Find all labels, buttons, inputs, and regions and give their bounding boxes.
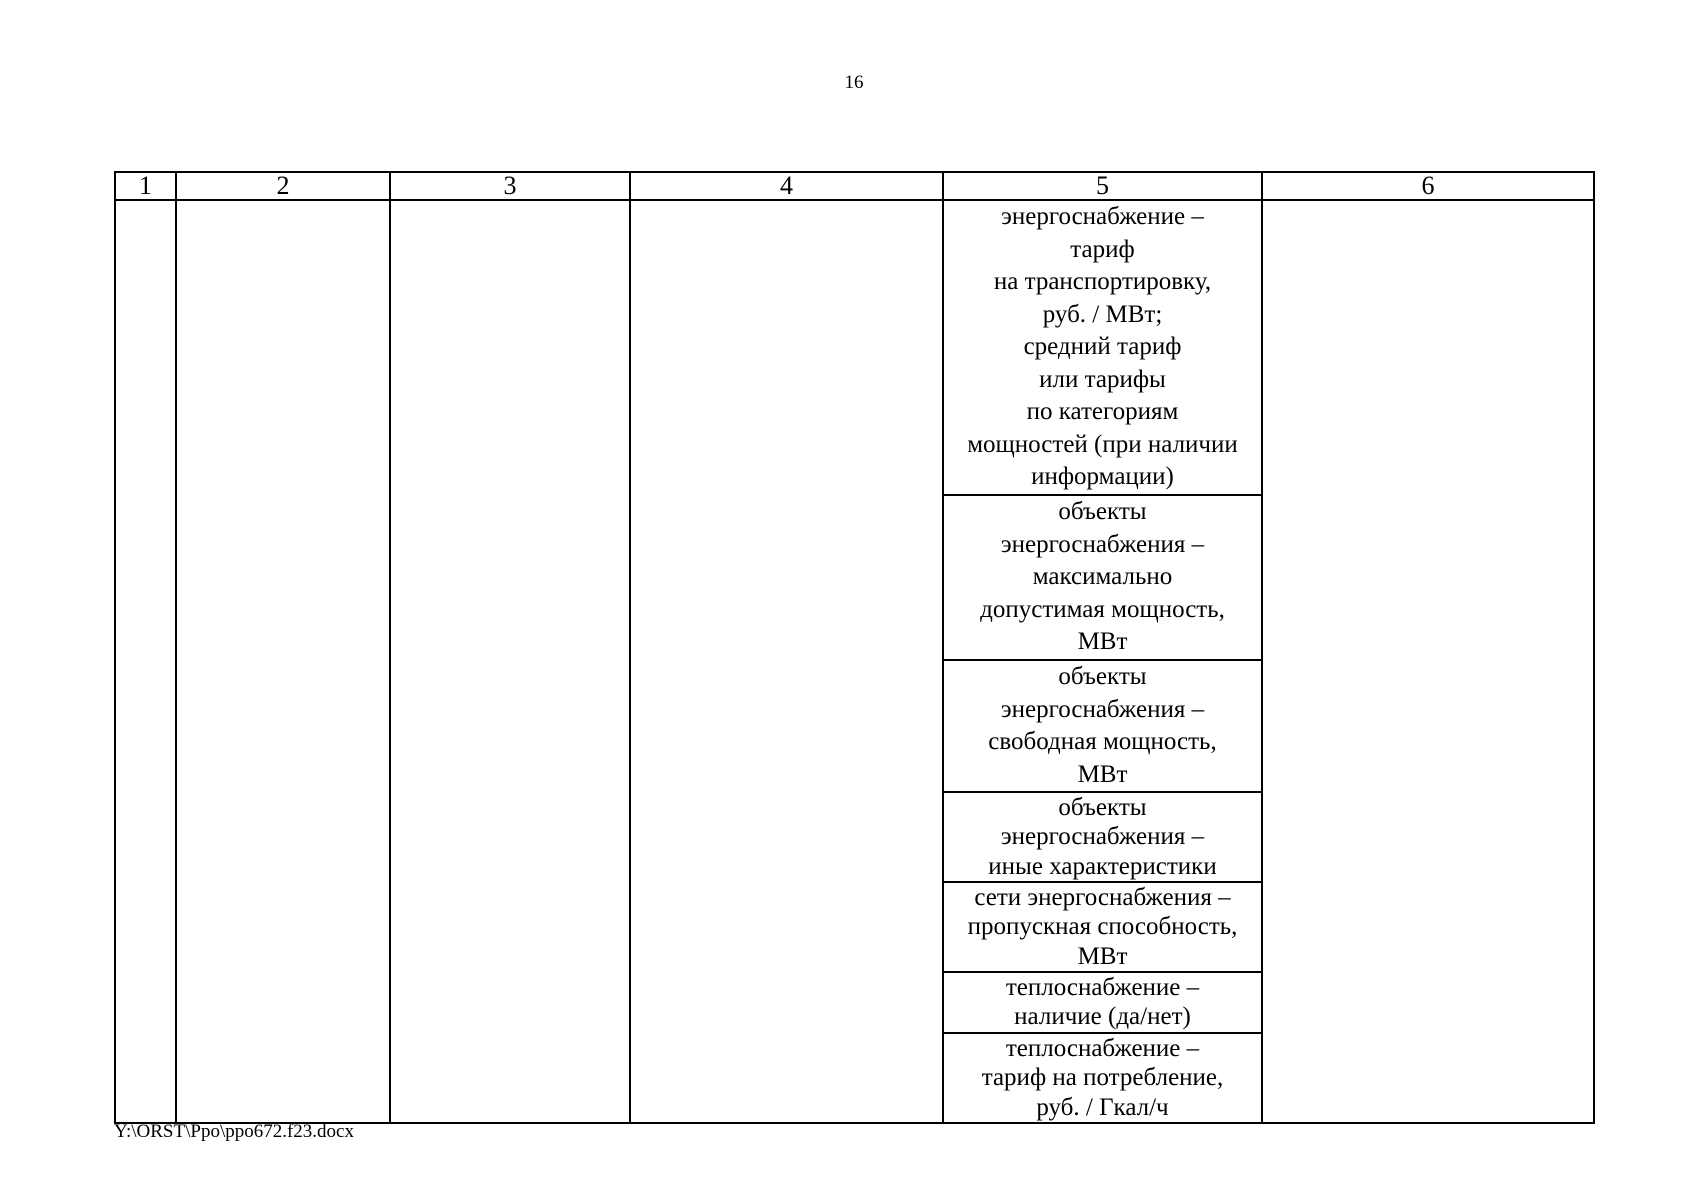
col5-subcell (944, 972, 1261, 1033)
table-cell-col1 (115, 200, 176, 1123)
col5-subcell (944, 660, 1261, 792)
col5-subcell (944, 495, 1261, 660)
col5-subtable (944, 201, 1261, 1122)
table-row (115, 200, 1594, 1123)
footer-file-path: Y:\ORST\Ppo\ppo672.f23.docx (114, 1121, 354, 1142)
column-header: 6 (1262, 172, 1594, 200)
col5-subcell-text: теплоснабжение – наличие (да/нет) (1005, 974, 1200, 1031)
col5-subcell-text: объекты энергоснабжения – свободная мощность, МВт (988, 663, 1217, 788)
col5-subcell-text: теплоснабжение – тариф на потребление, руб. / Гкал/ч (981, 1035, 1224, 1121)
column-header: 5 (943, 172, 1262, 200)
table-header-row (115, 172, 1594, 200)
column-header: 3 (390, 172, 630, 200)
col5-subcell (944, 792, 1261, 882)
column-header: 2 (176, 172, 390, 200)
col5-subcell-text: объекты энергоснабжения – иные характеристики (988, 794, 1217, 880)
table-cell-col6 (1262, 200, 1594, 1123)
table-cell-col3 (390, 200, 630, 1123)
col5-subcell (944, 1033, 1261, 1122)
document-table (114, 171, 1595, 1124)
page-number: 16 (844, 72, 864, 93)
column-header: 4 (630, 172, 943, 200)
col5-subcell (944, 201, 1261, 495)
col5-subcell-text: сети энергоснабжения – пропускная способность, МВт (967, 884, 1238, 970)
table-cell-col2 (176, 200, 390, 1123)
column-header: 1 (115, 172, 176, 200)
table-cell-col5 (943, 200, 1262, 1123)
col5-subcell-text: объекты энергоснабжения – максимально допустимая мощность, МВт (980, 498, 1225, 655)
table-cell-col4 (630, 200, 943, 1123)
col5-subcell-text: энергоснабжение – тариф на транспортировку, руб. / МВт; средний тариф или тарифы по категориям мощностей (при наличии информации) (967, 203, 1238, 490)
col5-subcell (944, 882, 1261, 972)
